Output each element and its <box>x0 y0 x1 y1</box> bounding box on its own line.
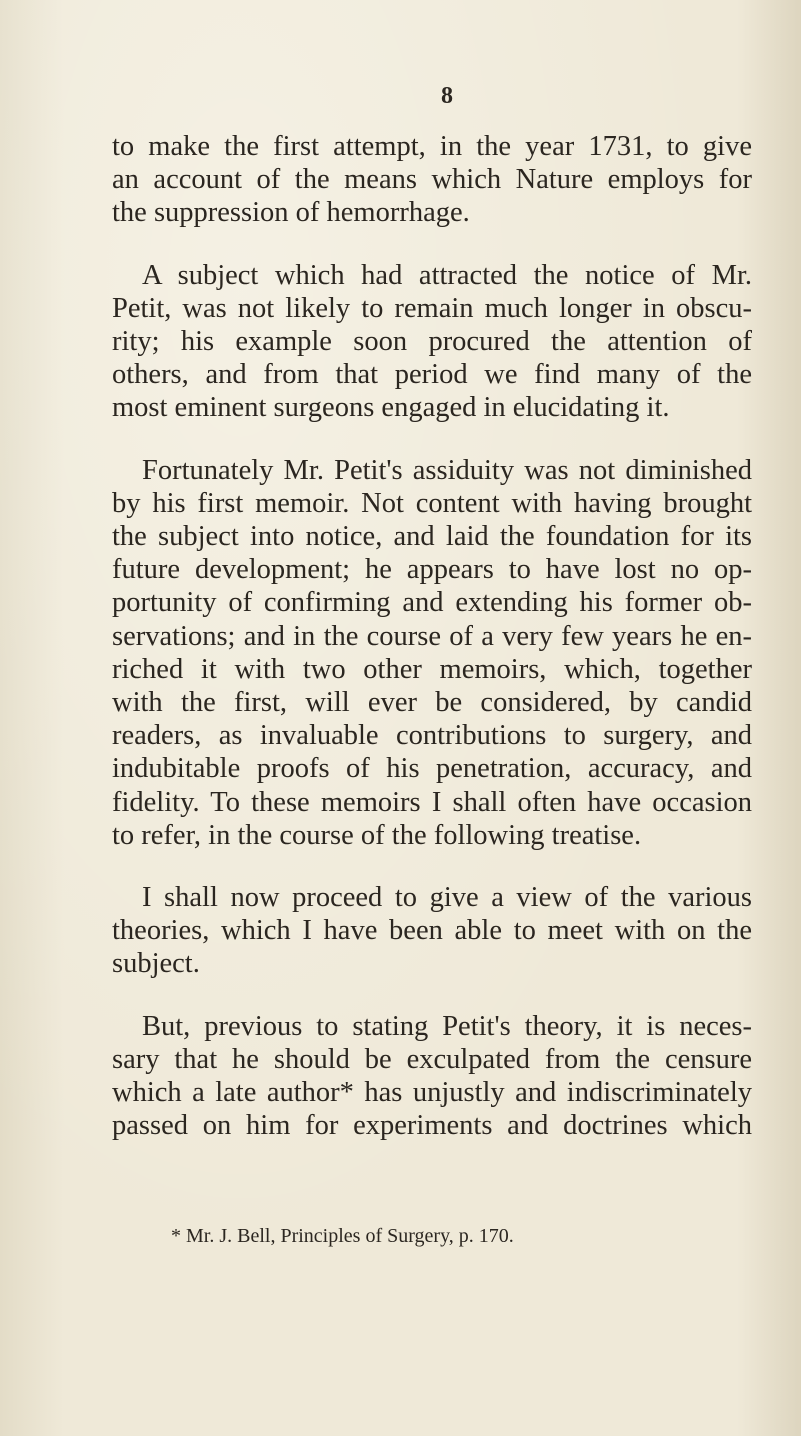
text-line: others, and from that period we find many of the <box>112 359 752 391</box>
body-text <box>112 130 752 1171</box>
text-line: Fortunately Mr. Petit's assiduity was not diminished <box>142 454 752 486</box>
text-line: future development; he appears to have lost no op- <box>112 554 752 586</box>
paragraph-4 <box>112 881 752 981</box>
text-line: servations; and in the course of a very few years he en- <box>112 620 752 652</box>
text-line: subject. <box>112 948 200 980</box>
footnote: * Mr. J. Bell, Principles of Surgery, p. 170. <box>171 1225 514 1247</box>
text-line: the subject into notice, and laid the foundation for its <box>112 521 752 553</box>
text-line: with the first, will ever be considered, by candid <box>112 687 752 719</box>
text-line: sary that he should be exculpated from the censure <box>112 1043 752 1075</box>
text-line: But, previous to stating Petit's theory, it is neces- <box>142 1010 752 1042</box>
text-line: which a late author* has unjustly and indiscriminately <box>112 1077 752 1109</box>
text-line: portunity of confirming and extending his former ob- <box>112 587 752 619</box>
page-number: 8 <box>441 83 453 109</box>
paragraph-2 <box>112 259 752 425</box>
text-line: to make the first attempt, in the year 1731, to give <box>112 131 752 162</box>
paragraph-3 <box>112 454 752 852</box>
paragraph-1 <box>112 130 752 230</box>
text-line: to refer, in the course of the following treatise. <box>112 819 642 851</box>
text-line: most eminent surgeons engaged in elucidating it. <box>112 392 670 424</box>
text-line: by his first memoir. Not content with having brought <box>112 487 752 519</box>
text-line: theories, which I have been able to meet with on the <box>112 915 752 947</box>
paragraph-5 <box>112 1010 752 1143</box>
text-line: rity; his example soon procured the attention of <box>112 326 752 358</box>
text-line: indubitable proofs of his penetration, accuracy, and <box>112 753 752 785</box>
text-line: Petit, was not likely to remain much longer in obscu- <box>112 292 752 324</box>
text-line: riched it with two other memoirs, which, together <box>112 653 752 685</box>
text-line: fidelity. To these memoirs I shall often have occasion <box>112 786 752 818</box>
text-line: an account of the means which Nature employs for <box>112 164 752 196</box>
text-line: passed on him for experiments and doctrines which <box>112 1110 752 1142</box>
text-line: I shall now proceed to give a view of the various <box>142 882 752 914</box>
text-line: readers, as invaluable contributions to surgery, and <box>112 720 752 752</box>
text-line: A subject which had attracted the notice of Mr. <box>142 259 752 291</box>
text-line: the suppression of hemorrhage. <box>112 197 470 229</box>
